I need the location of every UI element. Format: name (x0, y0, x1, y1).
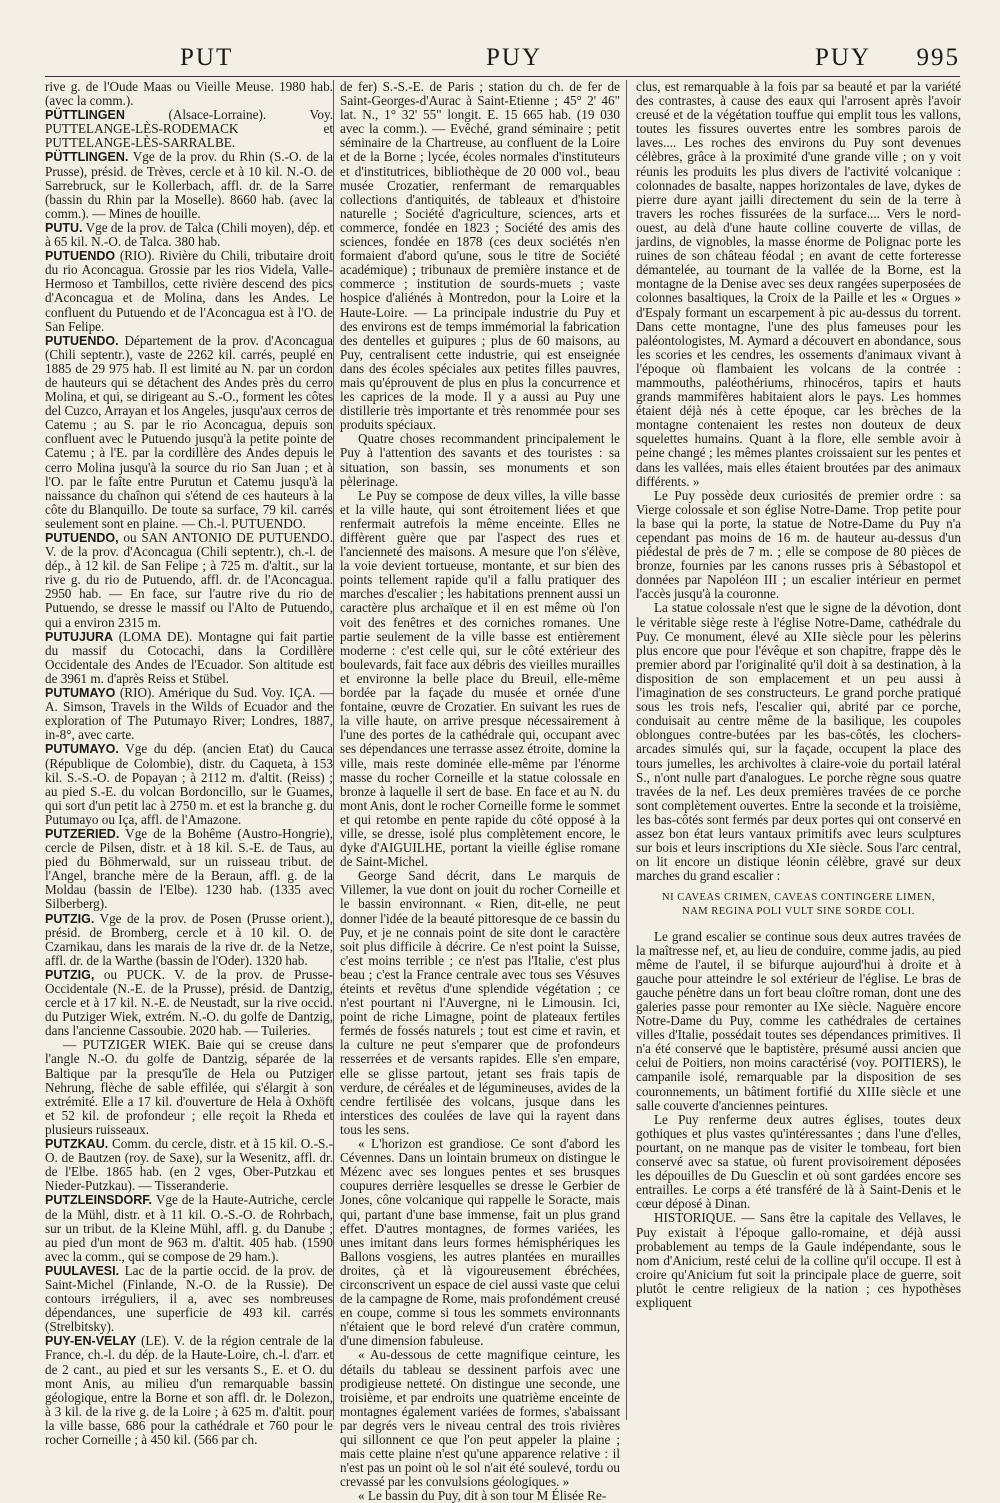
page-header (45, 44, 960, 74)
column-1 (45, 79, 333, 1447)
text-paragraph: Le Puy se compose de deux villes, la ville basse et la ville haute, qui sont étroitement liées et que renfermait autrefois la même enceinte. Elles ne diffèrent guère que par l'aspect des rues et l'ancienneté des maisons. A mesure que l'on s'élève, la voie devient tortueuse, montante, et sur bien des points tellement rapide qu'il a fallu pratiquer des marches d'escalier ; les habitations prennent aussi un caractère plus archaïque et il en est même où l'on voit des fenêtres et des corniches romanes. Une partie seulement de la ville basse est entièrement moderne : c'est celle qui, sur le côté extérieur des boulevards, fait face aux débris des vieilles murailles et environne la belle place du Breuil, elle-même bordée par la façade du musée et ornée d'une fontaine, œuvre de Crozatier. En suivant les rues de la ville haute, on arrive presque nécessairement à l'une des portes de la cathédrale qui, occupant avec ses dépendances une terrasse assez étroite, domine la ville, mais reste dominée elle-même par l'énorme masse du rocher Corneille et la statue colossale en bronze à laquelle il sert de base. En face et au N. du mont Anis, dont le rocher Corneille forme le sommet et qui retombe en pente rapide du côté opposé à la ville, se dresse, isolé plus complètement encore, le dyke d'AIGUILHE, portant la vieille église romane de Saint-Michel. (340, 487, 620, 870)
entry-text: Lac de la partie occid. de la prov. de Saint-Michel (Finlande, N.-O. de la Russie). De contours irréguliers, il a, avec ses nombreuses dépendances, une superficie de 493 kil. carrés (Strelbitsky). (45, 1262, 333, 1335)
dictionary-entry (45, 108, 333, 150)
entry-text: (LE). V. de la région centrale de la France, ch.-l. du dép. de la Haute-Loire, ch.-l. d'arr. et de 2 cant., au pied et sur les versants S., E. et O. du mont Anis, au milieu d'un remarquable bassin géologique, entre la Borne et son affl. dr. le Dolezon, à 3 kil. de la rive g. de la Loire ; à 625 m. d'altit. pour la ville basse, 686 pour la cathédrale et 760 pour le rocher Corneille ; à 450 kil. (566 par ch. (45, 1333, 333, 1447)
entry-text: Vge du dép. (ancien Etat) du Cauca (République de Colombie), distr. du Caqueta, à 153 kil. S.-S.-O. de Popayan ; à 2112 m. d'altit. (Reiss) ; au pied S.-E. du volcan Bordoncillo, sur le Guames, qui sort d'un petit lac à 2750 m. et est la branche g. du Putumayo ou Iça, affl. de l'Amazone. (45, 741, 333, 827)
text-paragraph: « L'horizon est grandiose. Ce sont d'abord les Cévennes. Dans un lointain brumeux on distingue le Mézenc avec ses longues pentes et ses brusques coupures derrière lesquelles se dresse le Gerbier de Jones, cône volcanique qui rappelle le Soracte, mais qui, partant d'une base immense, fait un plus grand effet. D'autres montagnes, de formes variées, les unes imitant dans leurs formes hémisphériques les Ballons vosgiens, les autres plantées en murailles droites, çà et là vigoureusement ébréchées, circonscrivent un espace de ciel aussi vaste que celui de la campagne de Rome, mais profondément creusé en coupe, comme si tous les sommets environnants n'étaient que le bord relevé d'un cratère commun, d'une dimension fabuleuse. (340, 1136, 620, 1349)
text-paragraph: Le grand escalier se continue sous deux autres travées de la maîtresse nef, et, au lieu de conduire, comme jadis, au pied même de l'autel, il se bifurque aujourd'hui à droite et à gauche pour atteindre le sol extérieur de l'église. Le bras de gauche pénètre dans un fort beau cloître roman, dont une des galeries passe pour remonter au IXe siècle. Naguère encore Notre-Dame du Puy, comme les cathédrales de certaines villes d'Italie, possédait toutes ses dépendances primitives. Il n'a été conservé que le baptistère, présumé aussi ancien que celui de Poitiers, non moins caractérisé (voy. POITIERS), le campanile isolé, remarquable par la disposition de ses couronnements, un bâtiment fortifié du XIIIe siècle et une salle couverte d'anciennes peintures. (636, 928, 961, 1113)
inscription-line-2: NAM REGINA POLI VULT SINE SORDE COLI. (682, 906, 915, 918)
entry-text: Vge de la Bohême (Austro-Hongrie), cercle de Pilsen, distr. et à 18 kil. S.-E. de Taus, au pied du Böhmerwald, sur un ruisseau tribut. de l'Angel, branche mère de la Beraun, affl. g. de la Moldau (bassin de l'Elbe). 1230 hab. (1335 avec Silberberg). (45, 825, 333, 912)
dictionary-entry (45, 1334, 333, 1447)
entry-headword: PUTZIG. (45, 911, 95, 926)
text-paragraph: « Au-dessous de cette magnifique ceinture, les détails du tableau se dessinent parfois avec une prodigieuse netteté. On distingue une seconde, une troisième, et par endroits une quatrième enceinte de montagnes également variées de formes, s'abaissant par degrés vers le niveau central des trois rivières qui sillonnent ce que l'on peut appeler la plaine ; mais cette plaine n'est qu'une apparence relative : il n'est pas un point où le sol n'ait été soulevé, tordu ou crevassé par les convulsions géologiques. » (340, 1347, 620, 1490)
entry-headword: PUTZIG, (45, 967, 95, 982)
text-paragraph: de fer) S.-S.-E. de Paris ; station du ch. de fer de Saint-Georges-d'Aurac à Saint-Etienne ; 45° 2' 46" lat. N., 1° 32' 55" longit. E. 15 665 hab. (19 030 avec la comm.). — Evêché, grand séminaire ; petit séminaire de la Chartreuse, au confluent de la Loire et de la Borne ; lycée, écoles normales d'instituteurs et d'institutrices, bibliothèque de 20 000 vol., beau musée Crozatier, renfermant de remarquables collections d'antiquités, de tableaux et d'histoire naturelle ; Société d'agriculture, sciences, arts et commerce, fondée en 1823 ; Société des amis des sciences, fondée en 1878 (ces deux sociétés n'en formaient d'abord qu'une, sous le titre de Société académique) ; tribunaux de première instance et de commerce ; institution de sourds-muets ; vaste hospice d'aliénés à Montredon, pour la Loire et la Haute-Loire. — La principale industrie du Puy et des environs est de temps immémorial la fabrication des dentelles et guipures ; plus de 60 maisons, au Puy, centralisent cette industrie, qui est enseignée dans des écoles spéciales aux petites filles pauvres, mais qu'éprouvent de plus en plus la concurrence et les caprices de la mode. Il y a aussi au Puy une distillerie très importante et très renommée pour ses produits spéciaux. (340, 79, 620, 433)
running-head-left: PUT (180, 44, 234, 71)
entry-text: Vge de la prov. de Talca (Chili moyen), dép. et à 65 kil. N.-O. de Talca. 380 hab. (45, 219, 333, 250)
entry-headword: PUTU. (45, 220, 83, 235)
running-head-center: PUY (486, 44, 543, 71)
entry-headword: PUTUENDO (45, 249, 116, 264)
entry-headword: PUTUENDO. (45, 333, 119, 348)
entry-text: Vge de la Haute-Autriche, cercle de la Mühl, distr. et à 11 kil. O.-S.-O. de Rohrbach, sur un tribut. de la Kleine Mühl, affl. g. du Danube ; au pied d'un mont de 963 m. d'altit. 405 hab. (1590 avec la comm., qui se compose de 29 ham.). (45, 1192, 333, 1264)
entry-text: ou PUCK. V. de la prov. de Prusse-Occidentale (N.-E. de la Prusse), présid. de Dantzig, cercle et à 17 kil. N.-E. de Neustadt, sur la rive occid. du Putziger Wiek, extrém. N.-O. du golfe de Dantzig, dans l'ancienne Cassoubie. 2020 hab. — Tuileries. (45, 966, 333, 1039)
dictionary-entry (45, 827, 333, 912)
entry-headword: PUTUENDO, (45, 531, 119, 545)
entry-headword: PUY-EN-VELAY (45, 1334, 137, 1349)
dictionary-entry (45, 968, 333, 1038)
column-2 (340, 79, 620, 1503)
entry-headword: PÜTTLINGEN. (45, 150, 129, 165)
entry-headword: PUTUMAYO (45, 686, 116, 701)
column-3-top (636, 80, 961, 883)
dictionary-entry (45, 1264, 333, 1334)
dictionary-entry (45, 742, 333, 827)
running-head-right: PUY (815, 44, 872, 71)
entry-headword: PÜTTLINGEN (45, 108, 125, 123)
entry-text: (RIO). Rivière du Chili, tributaire droit du rio Aconcagua. Grossie par les rios Videla, Valle-Hermoso et Tambillos, cette rivière descend des pics d'Aconcagua et de Molina, dans les Andes. Le confluent du Putuendo et de l'Aconcagua est à l'O. de San Felipe. (45, 248, 333, 334)
entry-text: (Alsace-Lorraine). Voy. PUTTELANGE-LÈS-RODEMACK et PUTTELANGE-LÈS-SARRALBE. (45, 107, 333, 151)
entry-text: Vge de la prov. de Posen (Prusse orient.), présid. de Bromberg, cercle et à 10 kil. O. de Czarnikau, dans les marais de la rive dr. de la Netze, affl. dr. de la Warthe (bassin de l'Oder). 1320 hab. (45, 910, 333, 968)
entry-text: (LOMA DE). Montagne qui fait partie du massif du Cotocachi, dans la Cordillère Occidentale des Andes de l'Ecuador. Son altitude est de 3961 m. d'après Reiss et Stübel. (45, 628, 333, 686)
text-paragraph: clus, est remarquable à la fois par sa beauté et par la variété des contrastes, à cause des eaux qui l'arrosent après l'avoir creusé et de la végétation touffue qui emplit tous les vallons, toutes les fissures ouvertes entre les sombres parois de laves.... Les roches des environs du Puy sont devenues célèbres, grâce à la proximité d'une grande ville ; on y voit réunis les produits les plus divers de l'activité volcanique : colonnades de basalte, nappes horizontales de lave, dykes de pierre dure ayant jailli directement du sein de la terre à travers les roches fissurées de la surface.... Vers le nord-ouest, au delà d'une haute colline couverte de villas, de jardins, de vignobles, la masse énorme de Polignac porte les ruines de son château féodal ; en avant de cette forteresse démantelée, au tournant de la vallée de la Borne, est la montagne de la Denise avec ses deux rangées superposées de colonnes basaltiques, la Croix de la Paille et les « Orgues » d'Espaly formant un escarpement à pic au-dessus du torrent. Dans cette montagne, l'une des plus fameuses pour les paléontologistes, M. Aymard a découvert en abondance, sous les scories et les cendres, les ossements d'animaux vivant à l'époque où flambaient les volcans de la contrée : mammouths, paléothériums, rhinocéros, tapirs et hauts grands mammifères habitaient alors le pays. Les hommes étaient déjà nés à cette époque, car les brèches de la montagne contenaient les restes non douteux de deux squelettes humains. Quant à la flore, elle semble avoir à peine changé ; les mêmes plantes croissaient sur les pentes et dans les vallées, mais elles étaient broutées par des animaux différents. » (636, 79, 961, 489)
dictionary-entry (45, 630, 333, 686)
dictionary-entry (45, 686, 333, 742)
dictionary-entry (45, 221, 333, 249)
entry-text: ou SAN ANTONIO DE PUTUENDO. V. de la prov. d'Aconcagua (Chili septentr.), ch.-l. de dép., à 12 kil. de San Felipe ; à 725 m. d'altit., sur la rive g. du rio de Putuendo, affl. dr. de l'Aconcagua. 2950 hab. — En face, sur l'autre rive du rio de Putuendo, se dresse le massif ou l'Alto de Putuendo, qui a environ 2315 m. (45, 530, 333, 630)
dictionary-entry (45, 912, 333, 968)
entry-text: Département de la prov. d'Aconcagua (Chili septentr.), vaste de 2262 kil. carrés, peuplé en 1885 de 29 975 hab. Il est limité au N. par un cordon de hauteurs qui se détachent des Andes près du cerro Molina, et qui, se dirigeant au S.-O., forment les côtes del Cuzco, Arrayan et los Angeles, jusqu'aux cerros de Catemu ; au S. par le rio Aconcagua, depuis son confluent avec le Putuendo jusqu'à la petite pointe de Catemu ; à l'E. par la cordillère des Andes depuis le cerro Molina jusqu'à la source du rio San Juan ; et à l'O. par le faîte entre Purutun et Catemu jusqu'à la naissance du chaînon qui s'étend de ces hauteurs à la côte du Blanquillo. De toute sa surface, 79 kil. carrés seulement sont en plaine. — Ch.-l. PUTUENDO. (45, 332, 333, 531)
dictionary-entry (45, 150, 333, 220)
column-divider-2 (626, 80, 627, 1420)
text-paragraph: George Sand décrit, dans Le marquis de Villemer, la vue dont on jouit du rocher Corneille et le bassin environnant. « Rien, dit-elle, ne peut donner l'idée de la beauté pittoresque de ce bassin du Puy, et je ne connais point de site dont le caractère soit plus difficile à décrire. Ce n'est point la Suisse, c'est moins terrible ; ce n'est pas l'Italie, c'est plus beau ; c'est la France centrale avec tous ses Vésuves éteints et revêtus d'une splendide végétation ; ce n'est pourtant ni l'Auvergne, ni le Limousin. Ici, point de riche Limagne, point de plateaux fertiles fermés de fossés naturels ; tout est cime et ravin, et la culture ne peut s'emparer que de profondeurs resserrées et de versants rapides. Elle s'en empare, elle se glisse partout, jetant ses frais tapis de verdure, de céréales et de légumineuses, avides de la cendre fertilisée des volcans, jusque dans les interstices des coulées de lave qui la rayent dans tous les sens. (340, 868, 620, 1137)
column-divider-1 (333, 80, 334, 1420)
latin-inscription (636, 891, 961, 919)
text-paragraph: HISTORIQUE. — Sans être la capitale des Vellaves, le Puy existait à l'époque gallo-romaine, et déjà aussi probablement au temps de la Gaule indépendante, sous le nom d'Anicium, resté celui de la colline qu'il occupe. Il est à croire qu'Anicium fut soit la principale place de guerre, soit plutôt le centre religieux de la nation ; ces hypothèses expliquent (636, 1210, 961, 1310)
header-rule (45, 76, 960, 77)
text-paragraph: — PUTZIGER WIEK. Baie qui se creuse dans l'angle N.-O. du golfe de Dantzig, séparée de la Baltique par la presqu'île de Hela ou Putziger Nehrung, flèche de sable effilée, qui s'élargit à son extrémité. Elle a 17 kil. d'ouverture de Hela à Oxhöft et 52 kil. de profondeur ; elle reçoit la Rheda et plusieurs ruisseaux. (45, 1037, 333, 1137)
entry-text: Vge de la prov. du Rhin (S.-O. de la Prusse), présid. de Trèves, cercle et à 10 kil. N.-O. de Sarrebruck, sur le Kollerbach, affl. dr. de la Sarre (bassin du Rhin par la Moselle). 8660 hab. (avec la comm.). — Mines de houille. (45, 149, 333, 221)
entry-headword: PUTZKAU. (45, 1137, 109, 1152)
dictionary-entry (45, 531, 333, 630)
text-paragraph: Quatre choses recommandent principalement le Puy à l'attention des savants et des touristes : sa situation, son bassin, ses monuments et son pèlerinage. (340, 431, 620, 489)
text-paragraph: « Le bassin du Puy, dit à son tour M Élisée Re- (358, 1488, 607, 1503)
column-3 (636, 80, 961, 1430)
entry-headword: PUTZERIED. (45, 826, 120, 841)
text-paragraph: La statue colossale n'est que le signe de la dévotion, dont le véritable siège reste à l'église Notre-Dame, cathédrale du Puy. Ce monument, élevé au XIIe siècle pour les pèlerins plus encore que pour l'évêque et son chapitre, frappe dès le premier abord par l'originalité qu'il doit à sa destination, à la disposition de son emplacement et un peu aussi à l'imagination de ses constructeurs. Le grand porche pratiqué sous les trois nefs, l'escalier qui, abrité par ce porche, conduisait au centre même de la basilique, les coupoles oblongues contre-butées par les bas-côtés, les clochers-arcades simulés qui, sur la façade, occupent la place des tours jumelles, les archivoltes à claire-voie du portail latéral S., n'ont nulle part d'analogues. Le porche règne sous quatre travées de la nef. Les deux premières travées de ce porche sont complètement ouvertes. Entre la seconde et la troisième, les bas-côtés sont fermés par deux portes qui ont conservé en assez bon état leurs vantaux primitifs avec leurs sculptures sur bois et leurs inscriptions du XIe siècle. Sous l'arc central, on lit encore un distique léonin célèbre, gravé sur deux marches du grand escalier : (636, 600, 961, 884)
entry-text: (RIO). Amérique du Sud. Voy. IÇA. — A. Simson, Travels in the Wilds of Ecuador and the exploration of The Putumayo River; Londres, 1887, in-8°, avec carte. (45, 685, 333, 743)
entry-headword: PUTZLEINSDORF. (45, 1193, 152, 1208)
entry-text: Comm. du cercle, distr. et à 15 kil. O.-S.-O. de Bautzen (roy. de Saxe), sur la Wesenitz, affl. dr. de l'Elbe. 1865 hab. (en 2 vges, Ober-Putzkau et Nieder-Putzkau). — Tisseranderie. (45, 1136, 333, 1194)
dictionary-entry (45, 249, 333, 334)
entry-headword: PUTUJURA (45, 629, 114, 644)
text-paragraph: Le Puy renferme deux autres églises, toutes deux gothiques et plus vastes qu'intéressantes ; dans l'une d'elles, pourtant, on ne manque pas de visiter le tombeau, fort bien conservé avec sa statue, où furent provisoirement déposées les dépouilles de Du Guesclin et où sont gardées encore ses entrailles. Le corps a été transféré de là à Saint-Denis et le cœur déposé à Dinan. (636, 1111, 961, 1212)
dictionary-entry (45, 1193, 333, 1263)
text-paragraph: Le Puy possède deux curiosités de premier ordre : sa Vierge colossale et son église Notre-Dame. Trop petite pour la base qui la porte, la statue de Notre-Dame du Puy n'a cependant pas moins de 16 m. de hauteur au-dessus d'un piédestal de près de 7 m. ; elle se compose de 80 pièces de bronze, fournies par les canons russes pris à Sébastopol et données par Napoléon III ; un escalier intérieur en permet l'accès jusqu'à la couronne. (636, 487, 961, 602)
inscription-line-1: NI CAVEAS CRIMEN, CAVEAS CONTINGERE LIMEN, (662, 892, 935, 904)
dictionary-entry (45, 1137, 333, 1193)
dictionary-entry (45, 334, 333, 531)
page-number: 995 (916, 44, 960, 71)
entry-headword: PUTUMAYO. (45, 742, 119, 757)
column-3-bottom (636, 930, 961, 1311)
text-paragraph: rive g. de l'Oude Maas ou Vieille Meuse. 1980 hab. (avec la comm.). (45, 79, 333, 109)
entry-headword: PUULAVESI. (45, 1263, 120, 1278)
